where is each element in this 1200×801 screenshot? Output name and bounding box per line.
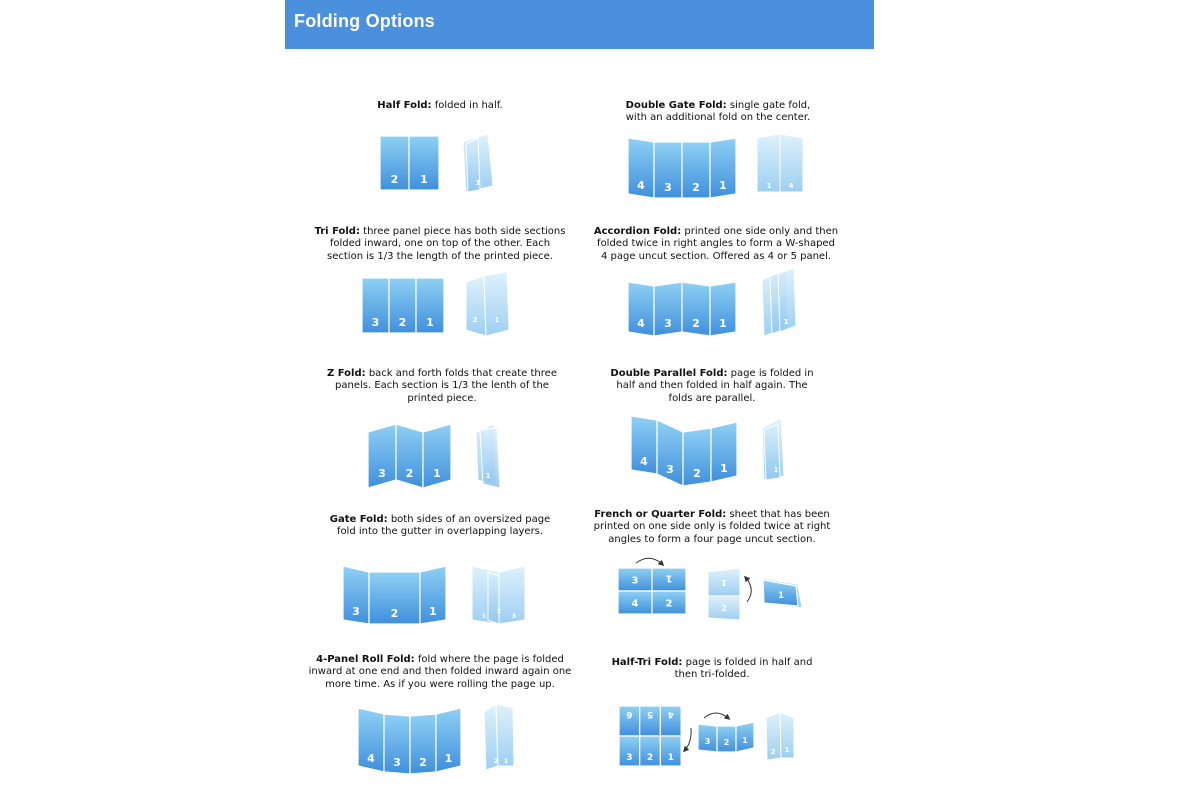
roll-fold-folded [484,704,514,770]
desc-line: folded twice in right angles to form a W-shaped [597,238,835,250]
folded-layer [466,276,486,336]
panel-number: 2 [493,758,499,765]
panel-number: 2 [405,467,414,480]
panel-number: 1 [420,173,428,186]
desc-line: printed piece. [407,392,477,404]
panel-number: 4 [637,317,645,330]
panel-number: 3 [352,605,360,618]
panel-number: 1 [429,605,437,618]
panel-number: 1 [766,182,772,190]
gate-fold-flat [343,566,446,624]
panel-number: 1 [777,591,785,601]
z-fold-flat [368,424,451,488]
panel-number: 3 [631,575,639,587]
desc-line: with an additional fold on the center. [625,112,811,124]
panel-number: 2 [390,607,399,620]
desc-line: then tri-folded. [674,669,750,681]
desc-line: angles to form a four page uncut section. [608,533,816,545]
panel-number: 1 [433,467,441,480]
panel-number: 2 [398,316,407,329]
panel-number: 5 [646,709,654,719]
fold-arrow-icon [746,578,751,602]
fold-arrow-icon [636,558,662,564]
panel-number: 2 [721,604,727,613]
desc-line: Z Fold: back and forth folds that create three [327,368,557,379]
panel-number: 4 [788,182,794,190]
desc-line: fold into the gutter in overlapping layers. [336,526,544,538]
panel-number: 1 [721,578,727,587]
panel-number: 3 [626,753,633,763]
desc-line: Double Parallel Fold: page is folded in [610,368,814,379]
panel-number: 1 [720,462,728,475]
fold-arrow-icon [685,728,691,750]
gate-fold-folded [472,566,525,624]
panel-number: 4 [640,455,648,468]
panel-number: 1 [481,613,487,620]
double-gate-fold-folded [757,134,803,192]
half-fold-folded [463,134,493,192]
panel-number: 1 [719,179,727,192]
desc-line: panels. Each section is 1/3 the lenth of the [335,380,549,392]
desc-line: Accordion Fold: printed one side only and then [593,226,839,237]
half-fold-flat [380,136,439,190]
panel-number: 2 [692,181,700,194]
panel-number: 2 [692,317,700,330]
desc-line: Gate Fold: both sides of an oversized page [329,514,551,525]
double-parallel-fold-flat [631,416,737,486]
desc-line: folds are parallel. [668,392,756,404]
half-tri-fold-step [698,722,754,752]
panel-number: 1 [773,466,779,474]
panel-number: 2 [390,173,399,186]
panel-number: 2 [770,748,776,756]
panel-number: 2 [665,598,673,610]
panel-number: 1 [784,746,790,754]
panel-number: 2 [419,756,427,769]
desc-line: folded inward, one on top of the other. Each [329,238,551,250]
panel-number: 2 [496,608,502,615]
panel-number: 3 [664,317,672,330]
double-gate-fold-flat [628,138,736,198]
desc-line: Tri Fold: three panel piece has both side sections [314,226,566,237]
panel-number: 3 [511,613,517,620]
panel-number: 4 [631,598,639,610]
desc-line: more time. As if you were rolling the page up. [325,678,555,690]
panel-number: 2 [693,467,701,480]
panel-number: 1 [783,318,789,326]
folded-layer [488,572,502,624]
panel-number: 2 [646,753,654,763]
panel-number: 2 [723,738,730,747]
panel-number: 3 [393,756,401,769]
panel-number: 3 [664,181,672,194]
fold-arrow-icon [704,713,728,718]
desc-line: half and then folded in half again. The [616,380,808,392]
desc-line: French or Quarter Fold: sheet that has been [594,509,830,520]
panel-number: 6 [626,709,633,719]
desc-line: Half-Tri Fold: page is folded in half and [611,657,813,668]
folded-layer [493,704,514,766]
panel-number: 1 [494,316,500,324]
panel-number: 4 [367,752,375,765]
accordion-fold-flat [628,282,736,336]
panel-number: 3 [371,316,380,329]
panel-number: 1 [667,753,674,763]
panel-number: 1 [665,572,673,584]
panel-number: 3 [704,737,711,746]
panel-number: 1 [503,758,509,765]
half-tri-fold-folded [766,712,794,760]
desc-line: 4-Panel Roll Fold: fold where the page is folded [316,654,564,665]
roll-fold-flat [358,708,461,774]
desc-line: section is 1/3 the length of the printed piece. [327,250,553,262]
panel-number: 2 [472,316,478,324]
panel [657,420,683,486]
double-parallel-fold-folded [762,418,784,480]
tri-fold-flat [362,278,444,333]
panel-number: 3 [666,463,674,476]
desc-line: Double Gate Fold: single gate fold, [625,100,811,111]
panel-number: 3 [378,467,386,480]
panel-number: 1 [719,317,727,330]
panel-number: 1 [485,472,491,480]
tri-fold-folded [466,272,509,336]
accordion-fold-folded [762,268,796,336]
french-fold-grid [618,558,686,614]
folded-layer [484,272,509,336]
page-title: Folding Options [294,11,435,31]
panel-number: 1 [426,316,434,329]
french-fold-step [708,568,751,620]
panel-number: 1 [444,752,453,765]
panel-number: 1 [475,179,481,187]
french-fold-folded [763,578,802,608]
panel-number: 4 [667,709,674,719]
panel-number: 4 [637,179,645,192]
desc-line: 4 page uncut section. Offered as 4 or 5 panel. [600,250,832,262]
panel-number: 1 [742,736,748,745]
z-fold-folded [476,424,500,488]
desc-line: inward at one end and then folded inward again one [308,666,572,678]
desc-line: Half Fold: folded in half. [377,100,503,111]
desc-line: printed on one side only is folded twice at right [593,521,831,533]
